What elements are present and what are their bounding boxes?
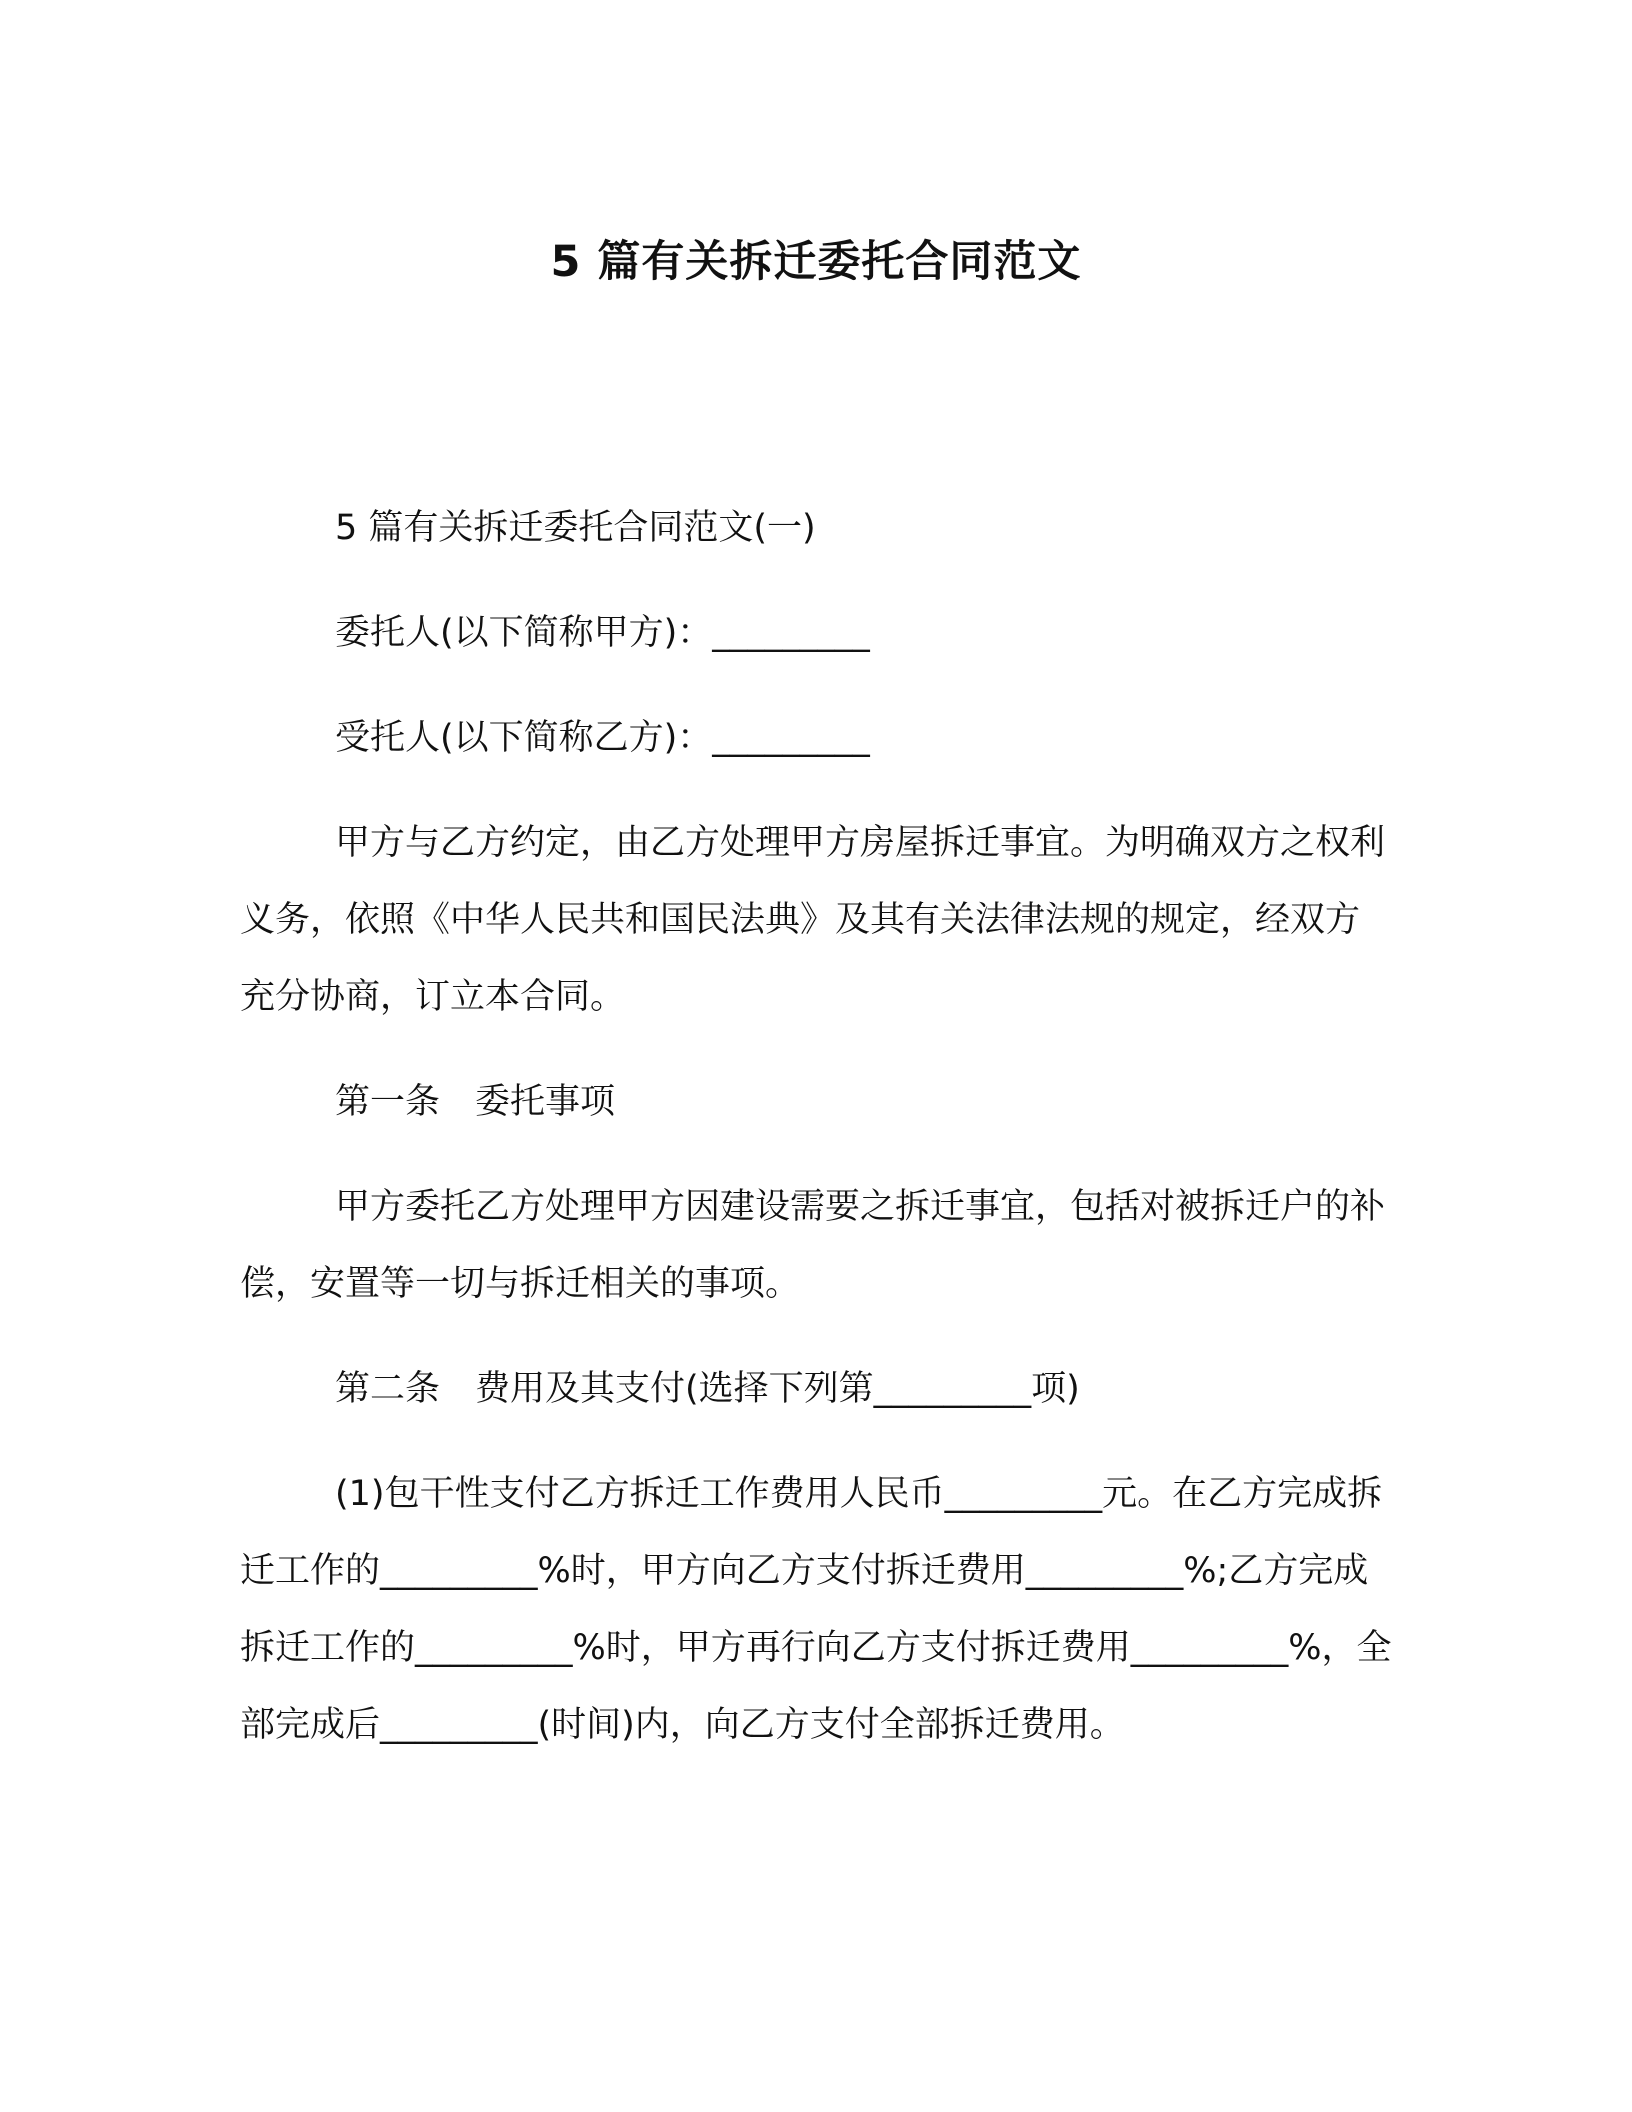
article-2-heading: 第二条 费用及其支付(选择下列第_________项)	[335, 1369, 1080, 1409]
article-1-heading: 第一条 委托事项	[335, 1082, 616, 1122]
party-b-line: 受托人(以下简称乙方)：_________	[335, 718, 870, 758]
intro-paragraph: 甲方与乙方约定，由乙方处理甲方房屋拆迁事宜。为明确双方之权利义务，依照《中华人民共和国民法典》及其有关法律法规的规定，经双方充分协商，订立本合同。	[240, 823, 1386, 1017]
document-body	[240, 490, 1392, 1764]
article-1-text: 甲方委托乙方处理甲方因建设需要之拆迁事宜，包括对被拆迁户的补偿，安置等一切与拆迁相关的事项。	[240, 1187, 1386, 1304]
article-2-item-1: (1)包干性支付乙方拆迁工作费用人民币_________元。在乙方完成拆迁工作的_________%时，甲方向乙方支付拆迁费用_________%;乙方完成拆迁工作的_________%时，甲方再行向乙方支付拆迁费用_________%，全部完成后_________(时间)内，向乙方支付全部拆迁费用。	[240, 1474, 1392, 1745]
document-title: 5 篇有关拆迁委托合同范文	[550, 237, 1082, 287]
party-a-line: 委托人(以下简称甲方)：_________	[335, 613, 870, 653]
section-heading: 5 篇有关拆迁委托合同范文(一)	[335, 508, 816, 548]
